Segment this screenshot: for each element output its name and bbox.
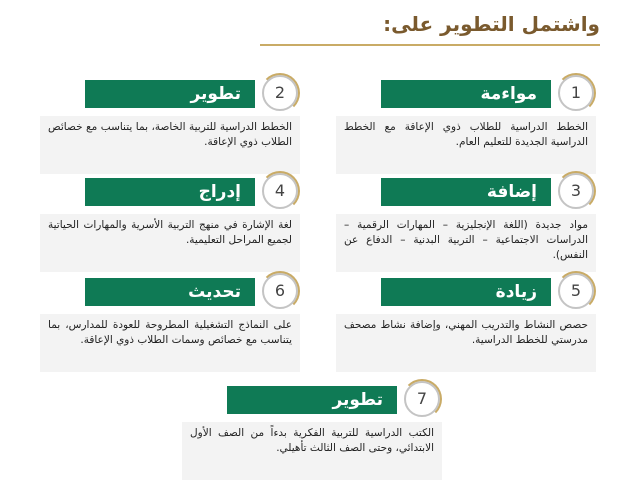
card-number: 2 — [262, 75, 298, 111]
card-number: 5 — [558, 273, 594, 309]
card-6 — [40, 278, 300, 382]
card-heading: تطوير — [85, 80, 255, 108]
card-heading: تطوير — [227, 386, 397, 414]
card-text: الكتب الدراسية للتربية الفكرية بدءاً من الصف الأول الابتدائي، وحتى الصف الثالث تأهيلي. — [182, 422, 442, 480]
card-number: 1 — [558, 75, 594, 111]
card-number: 3 — [558, 173, 594, 209]
card-heading: تحديث — [85, 278, 255, 306]
card-heading: إدراج — [85, 178, 255, 206]
page-title: واشتمل التطوير على: — [383, 12, 600, 36]
card-heading: مواءمة — [381, 80, 551, 108]
card-heading: إضافة — [381, 178, 551, 206]
card-text: مواد جديدة (اللغة الإنجليزية – المهارات الرقمية – الدراسات الاجتماعية – التربية البدنية – الدفاع عن النفس). — [336, 214, 596, 272]
card-text: الخطط الدراسية للتربية الخاصة، بما يتناسب مع خصائص الطلاب ذوي الإعاقة. — [40, 116, 300, 174]
card-heading: زيادة — [381, 278, 551, 306]
card-number: 7 — [404, 381, 440, 417]
title-underline — [260, 44, 600, 46]
card-5 — [336, 278, 596, 382]
card-text: على النماذج التشغيلية المطروحة للعودة للمدارس، بما يتناسب مع خصائص وسمات الطلاب ذوي الإعاقة. — [40, 314, 300, 372]
card-7 — [182, 386, 442, 490]
card-number: 4 — [262, 173, 298, 209]
card-text: حصص النشاط والتدريب المهني، وإضافة نشاط مصحف مدرستي للخطط الدراسية. — [336, 314, 596, 372]
card-2 — [40, 80, 300, 184]
card-number: 6 — [262, 273, 298, 309]
card-text: الخطط الدراسية للطلاب ذوي الإعاقة مع الخطط الدراسية الجديدة للتعليم العام. — [336, 116, 596, 174]
card-4 — [40, 178, 300, 282]
card-text: لغة الإشارة في منهج التربية الأسرية والمهارات الحياتية لجميع المراحل التعليمية. — [40, 214, 300, 272]
card-1 — [336, 80, 596, 184]
card-3 — [336, 178, 596, 282]
